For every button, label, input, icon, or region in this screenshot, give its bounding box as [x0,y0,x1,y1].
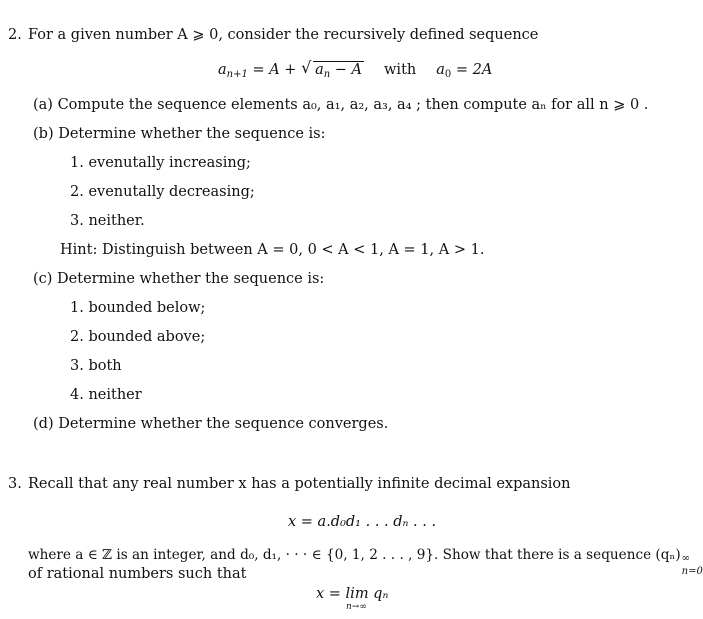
problem-3-where-line-2: of rational numbers such that [28,566,247,582]
part-b-item-1: 1. evenutally increasing; [70,155,251,171]
part-b-item-3: 3. neither. [70,213,145,229]
part-c: (c) Determine whether the sequence is: [33,271,325,287]
part-c-item-1: 1. bounded below; [70,300,206,316]
radical-sign: √ $a_n - A$ [301,61,364,84]
hint: Hint: Distinguish between A = 0, 0 < A < 1, A = 1, A > 1. [60,242,485,258]
limit-equation: x = lim qₙ [316,586,389,602]
problem-2-number: 2. [8,27,22,43]
recurrence-equation: $a_{n+1} = A$ + √ $a_n - A$ with $a_0 = 2A$ [218,61,492,84]
limit-subscript: n→∞ [346,602,367,612]
problem-2-intro: For a given number A ⩾ 0, consider the recursively defined sequence [28,27,539,43]
problem-3-intro: Recall that any real number x has a potentially infinite decimal expansion [28,476,571,492]
part-a: (a) Compute the sequence elements a₀, a₁, a₂, a₃, a₄ ; then compute aₙ for all n ⩾ 0 . [33,97,649,113]
part-b: (b) Determine whether the sequence is: [33,126,326,142]
part-c-item-2: 2. bounded above; [70,329,206,345]
problem-3-where-line-1: where a ∈ ℤ is an integer, and d₀, d₁, · · · ∈ {0, 1, 2 . . . , 9}. Show that there is a sequence (qₙ) ∞ n=0 [28,547,703,577]
part-c-item-3: 3. both [70,358,122,374]
part-c-item-4: 4. neither [70,387,142,403]
problem-3-number: 3. [8,476,22,492]
part-d: (d) Determine whether the sequence converges. [33,416,389,432]
part-b-item-2: 2. evenutally decreasing; [70,184,255,200]
decimal-expansion: x = a.d₀d₁ . . . dₙ . . . [288,514,437,530]
